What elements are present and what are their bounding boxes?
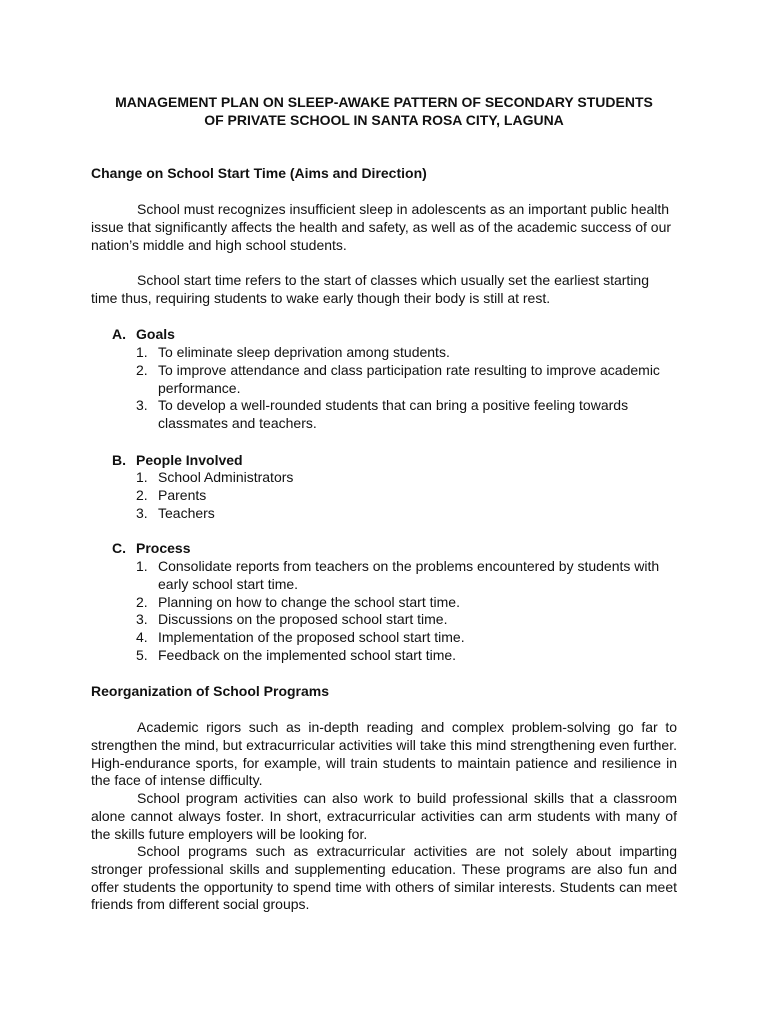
list-item-text: Teachers: [158, 504, 215, 521]
paragraph-academic-rigors: Academic rigors such as in-depth reading and complex problem-solving go far to strengthen the mind, but extracurricular activities will take this mind strengthening even further. High-endurance sports, for example, will train students to maintain patience and resilience in the face of intense difficulty.: [91, 719, 677, 789]
subsection-label: People Involved: [136, 452, 243, 468]
list-item-text: To improve attendance and class participation rate resulting to improve academic performance.: [158, 361, 660, 396]
list-item-text: Discussions on the proposed school start time.: [158, 611, 448, 628]
goals-list: [136, 344, 676, 433]
list-item: [136, 362, 676, 398]
list-item: [136, 505, 676, 523]
paragraph-professional-skills: School program activities can also work to build professional skills that a classroom alone cannot always foster. In short, extracurricular activities can arm students with many of the skills future employers will be looking for.: [91, 790, 677, 842]
list-item: [136, 469, 676, 487]
list-item-number: 1.: [136, 558, 148, 574]
list-item-number: 2.: [136, 486, 148, 503]
list-item-number: 2.: [136, 361, 148, 378]
paragraph-extracurricular-fun: School programs such as extracurricular activities are not solely about imparting stronger professional skills and supplementing education. These programs are also fun and offer students the opportunity to spend time with others of similar interests. Students can meet friends from different social groups.: [91, 843, 677, 913]
people-involved-list: [136, 469, 676, 522]
section-heading-school-start-time: Change on School Start Time (Aims and Direction): [91, 165, 427, 181]
subsection-heading-process: [112, 540, 190, 558]
list-item-text: To eliminate sleep deprivation among students.: [158, 344, 450, 360]
subsection-letter: B.: [112, 452, 126, 468]
list-item: [136, 344, 676, 362]
process-list: [136, 558, 676, 665]
list-item-number: 1.: [136, 344, 148, 360]
list-item-number: 3.: [136, 611, 148, 628]
list-item-number: 2.: [136, 593, 148, 610]
subsection-label: Goals: [136, 326, 175, 342]
list-item: [136, 397, 676, 433]
list-item: [136, 611, 676, 629]
list-item: [136, 594, 676, 612]
list-item-number: 1.: [136, 469, 148, 485]
list-item: [136, 487, 676, 505]
list-item-number: 5.: [136, 646, 148, 663]
list-item-text: School Administrators: [158, 469, 294, 485]
list-item-text: To develop a well-rounded students that can bring a positive feeling towards classmates and teachers.: [158, 397, 629, 432]
paragraph-school-start-time: School start time refers to the start of classes which usually set the earliest starting time thus, requiring students to wake early though their body is still at rest.: [91, 272, 649, 306]
subsection-label: Process: [136, 540, 191, 556]
subsection-letter: C.: [112, 540, 126, 556]
list-item-number: 3.: [136, 397, 148, 414]
list-item-text: Parents: [158, 486, 207, 503]
list-item: [136, 647, 676, 665]
document-title-line-2: OF PRIVATE SCHOOL IN SANTA ROSA CITY, LAGUNA: [204, 112, 564, 128]
list-item-text: Feedback on the implemented school start time.: [158, 646, 457, 663]
subsection-letter: A.: [112, 326, 126, 342]
list-item-text: Planning on how to change the school start time.: [158, 593, 460, 610]
subsection-heading-people-involved: [112, 452, 243, 470]
list-item-number: 3.: [136, 504, 148, 521]
section-heading-reorganization: Reorganization of School Programs: [91, 683, 330, 699]
subsection-heading-goals: [112, 326, 175, 344]
list-item-text: Implementation of the proposed school start time.: [158, 629, 465, 646]
paragraph-insufficient-sleep: School must recognizes insufficient sleep in adolescents as an important public health issue that significantly affects the health and safety, as well as of the academic success of our nation’s middle and high school students.: [91, 201, 672, 253]
list-item-text: Consolidate reports from teachers on the problems encountered by students with early school start time.: [158, 558, 660, 592]
document-title-line-1: MANAGEMENT PLAN ON SLEEP-AWAKE PATTERN OF SECONDARY STUDENTS: [115, 94, 653, 110]
list-item: [136, 629, 676, 647]
list-item: [136, 558, 676, 594]
list-item-number: 4.: [136, 629, 148, 646]
